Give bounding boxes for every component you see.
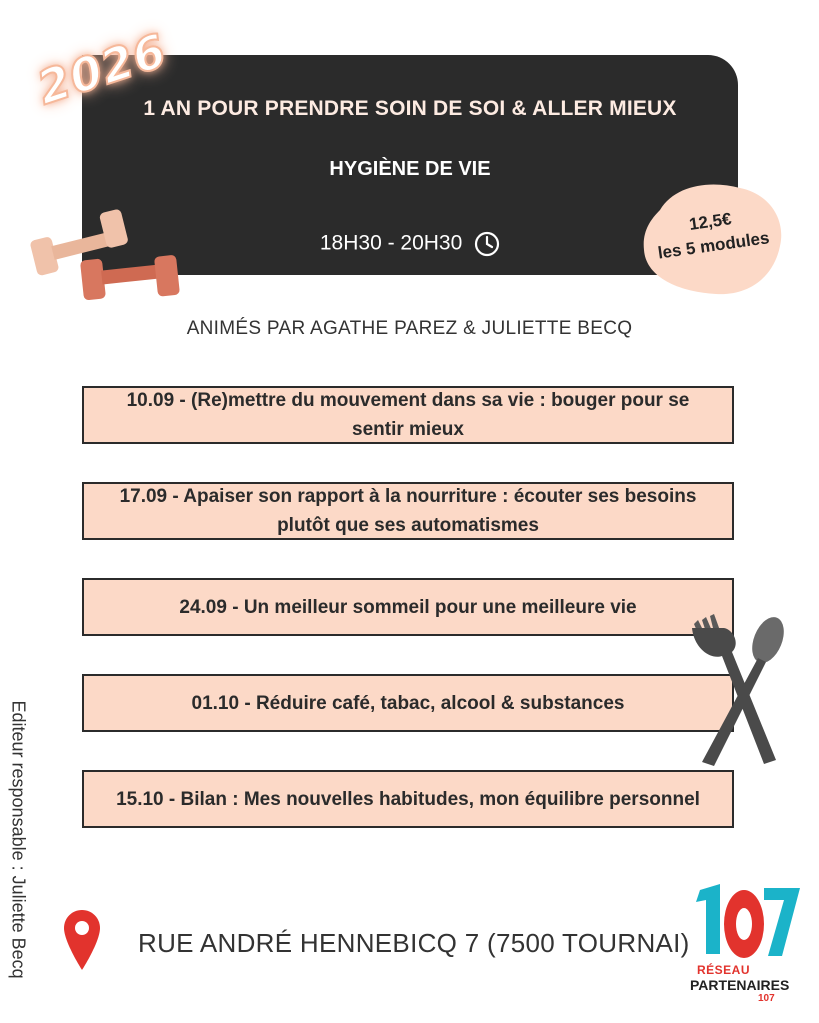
- session-text-line1: 24.09 - Un meilleur sommeil pour une meilleure vie: [179, 596, 637, 618]
- animators-line: ANIMÉS PAR AGATHE PAREZ & JULIETTE BECQ: [186, 318, 633, 339]
- clock-icon: [474, 231, 500, 257]
- session-item: [82, 674, 734, 732]
- dumbbell-icon: [26, 208, 186, 308]
- location-pin-icon: [64, 910, 100, 970]
- logo-line2: PARTENAIRES: [690, 977, 790, 993]
- page-title: 1 AN POUR PRENDRE SOIN DE SOI & ALLER MIEUX: [143, 97, 677, 120]
- price-amount: 12,5€: [687, 209, 733, 234]
- session-item: [82, 770, 734, 828]
- session-item: [82, 386, 734, 444]
- page-subtitle: HYGIÈNE DE VIE: [329, 158, 491, 180]
- cutlery-icon: [684, 614, 794, 774]
- price-label: les 5 modules: [656, 228, 771, 263]
- session-text-line1: 15.10 - Bilan : Mes nouvelles habitudes, mon équilibre personnel: [116, 788, 700, 810]
- logo-107: [686, 884, 804, 964]
- session-text-line2: sentir mieux: [352, 419, 464, 440]
- year-label: 2026: [30, 22, 174, 116]
- session-text-line1: 10.09 - (Re)mettre du mouvement dans sa vie : bouger pour se: [126, 390, 690, 411]
- session-text-line2: plutôt que ses automatismes: [277, 515, 539, 536]
- time-text: 18H30 - 20H30: [319, 231, 463, 255]
- session-text-line1: 17.09 - Apaiser son rapport à la nourriture : écouter ses besoins: [119, 486, 697, 507]
- editor-responsible: Editeur responsable : Juliette Becq: [8, 700, 29, 979]
- logo-line1: RÉSEAU: [697, 963, 751, 977]
- price-badge: [640, 180, 784, 298]
- address: RUE ANDRÉ HENNEBICQ 7 (7500 TOURNAI): [138, 928, 690, 958]
- session-item: [82, 482, 734, 540]
- logo-line3: 107: [758, 993, 775, 1004]
- session-text-line1: 01.10 - Réduire café, tabac, alcool & substances: [191, 692, 625, 714]
- session-item: [82, 578, 734, 636]
